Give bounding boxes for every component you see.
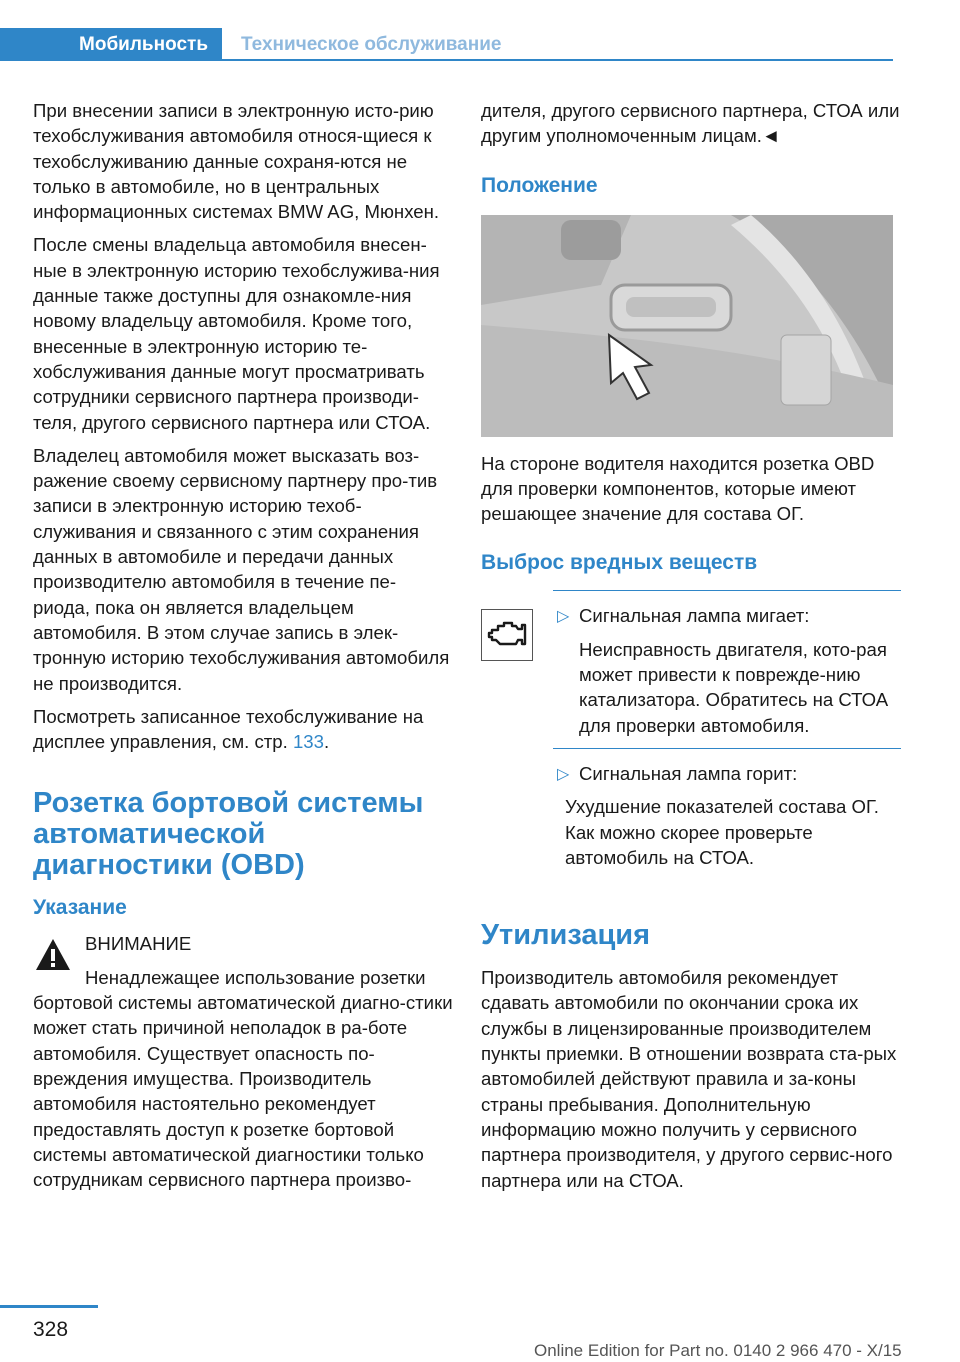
emissions-heading: Выброс вредных веществ [481, 551, 758, 575]
header-section-tab: Мобильность [0, 28, 222, 61]
bullet-steady-text: Ухудшение показателей состава ОГ. Как можно скорее проверьте автомобиль на СТОА. [565, 796, 879, 868]
disposal-heading: Утилизация [481, 919, 651, 952]
position-text: На стороне водителя находится розетка OBD для проверки компонентов, которые имеют решающее значение для состава ОГ. [481, 452, 875, 525]
position-heading: Положение [481, 173, 598, 197]
paragraph-continued: дителя, другого сервисного партнера, СТОА или другим уполномоченным лицам.◄ [481, 100, 900, 147]
bullet-rule-top [553, 590, 901, 591]
paragraph-objection: Владелец автомобиля может высказать воз-ражение своему сервисному партнеру про-тив записи в электронную историю техоб-служивания и связанного с этим сохранения данных в автомобиле и передачи данных производителю автомобиля в течение пе-риода, пока он является владельцем автомобиля. В этом случае запись в элек-тронную историю техобслуживания автомобиля не производится. [33, 444, 450, 694]
paragraph-owner-change: После смены владельца автомобиля внесен-ные в электронную историю техобслужива-ния данные также доступны для ознакомле-ния новому владельцу автомобиля. Кроме того, внесенные в электронную историю те-хобслуживания данные могут просматривать сотрудники сервисного партнера производи-теля, другого сервисного партнера или СТОА. [33, 234, 440, 433]
triangle-bullet-icon: ▷ [557, 608, 570, 626]
page-link-133[interactable]: 133 [292, 731, 324, 753]
paragraph-view-service [33, 704, 453, 755]
bullet-steady [481, 761, 901, 870]
obd-heading: Розетка бортовой системы автоматической диагностики (OBD) [33, 787, 424, 882]
bullet-steady-title: Сигнальная лампа горит: [579, 762, 798, 784]
disposal-text: Производитель автомобиля рекомендует сдавать автомобили по окончании срока их службы в лицензированные производителем пункты приемки. В отношении возврата ста-рых автомобилей действуют правила и за-коны страны пребывания. Дополнительную информацию можно получить у сервисного партнера производителя, у другого сервис-ного партнера или на СТОА. [481, 967, 897, 1191]
bullet-flashing [481, 603, 901, 737]
view-service-end: . [323, 731, 330, 753]
right-column [481, 98, 901, 1201]
warning-block [33, 931, 453, 990]
page-number: 328 [33, 1318, 69, 1341]
bullet-flashing-title: Сигнальная лампа мигает: [579, 605, 810, 627]
warning-lead: Ненадлежащее использование розетки [85, 966, 426, 988]
note-heading: Указание [33, 896, 127, 920]
warning-title: ВНИМАНИЕ [85, 933, 192, 955]
triangle-bullet-icon: ▷ [557, 765, 570, 783]
header-chapter-tab: Техническое обслуживание [241, 34, 502, 55]
warning-triangle-icon [33, 935, 73, 975]
view-service-text: Посмотреть записанное техобслуживание на дисплее управления, см. стр. [33, 705, 424, 753]
bullet-rule-middle [553, 748, 901, 749]
header-rule [222, 59, 893, 61]
page-header [0, 28, 893, 61]
page-number-rule [0, 1305, 98, 1308]
emissions-warning-list [481, 603, 901, 870]
bullet-flashing-text: Неисправность двигателя, кото-рая может привести к поврежде-нию катализатора. Обратитесь на СТОА для проверки автомобиля. [579, 638, 889, 736]
obd-location-photo [481, 215, 893, 437]
edition-footer: Online Edition for Part no. 0140 2 966 470 - X/15 [534, 1341, 902, 1360]
warning-text: бортовой системы автоматической диагно-стики может стать причиной неполадок в ра-боте автомобиля. Существует опасность по-вреждения имущества. Производитель автомобиля настоятельно рекомендует предоставлять доступ к розетке бортовой системы автоматической диагностики только сотрудникам сервисного партнера произво- [33, 992, 453, 1191]
paragraph-service-record: При внесении записи в электронную исто-рию техобслуживания автомобиля относя-щиеся к техобслуживанию данные сохраня-ются не только в автомобиле, но в центральных информационных системах BMW AG, Мюнхен. [33, 100, 440, 223]
left-column [33, 98, 453, 1200]
obd-photo-illustration [481, 215, 893, 437]
